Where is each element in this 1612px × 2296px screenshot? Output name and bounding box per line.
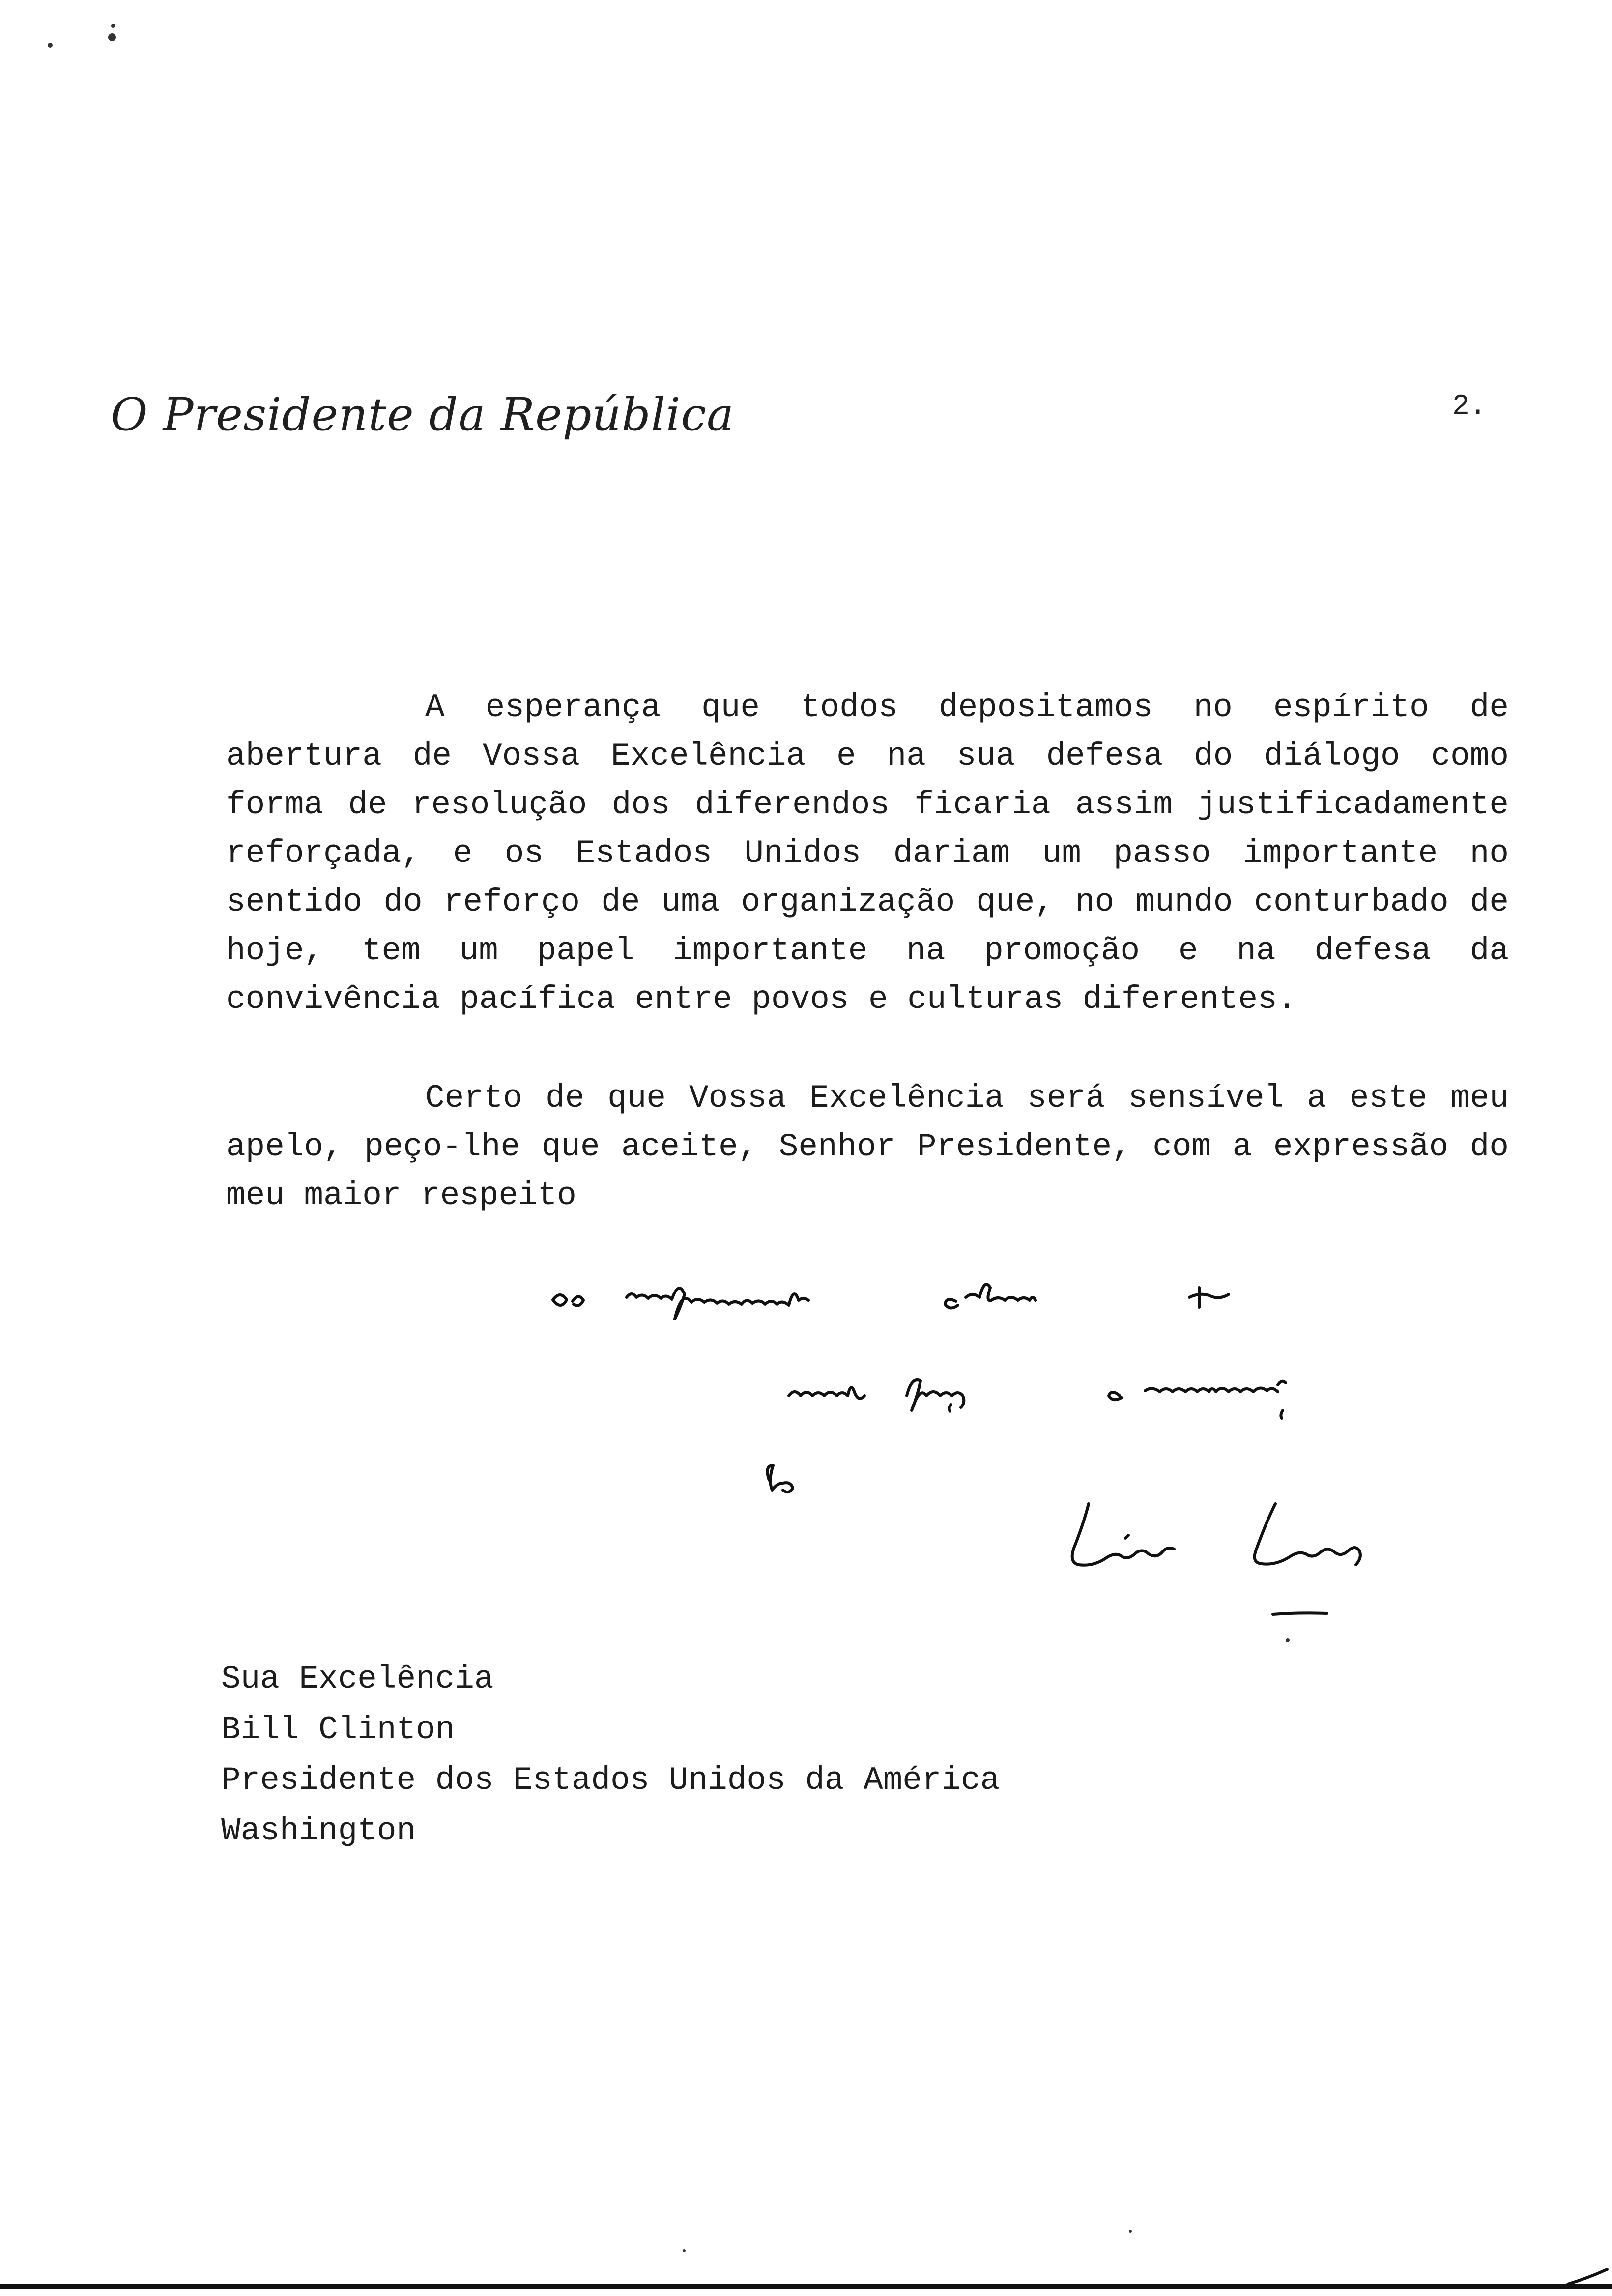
hw-word <box>553 1295 583 1306</box>
handwritten-closing-line-2 <box>789 1380 1286 1418</box>
scan-speck <box>48 43 53 48</box>
scan-speck <box>683 2249 686 2252</box>
body-paragraph-2: Certo de que Vossa Excelência será sensível a este meu apelo, peço-lhe que aceite, Senhor Presidente, com a expressão do meu maior respeito <box>226 1080 1509 1214</box>
recipient-address <box>221 1654 1000 1856</box>
hw-word <box>1145 1381 1286 1418</box>
letterhead-title: O Presidente da República <box>111 388 734 441</box>
hw-word <box>789 1387 864 1398</box>
handwritten-closing <box>553 1284 1229 1319</box>
body-paragraph-1: A esperança que todos depositamos no espírito de abertura de Vossa Excelência e na sua defesa do diálogo como forma de resolução dos diferendos ficaria assim justificadamente reforçada, e os Estados Unidos dariam um passo importante no sentido do reforço de uma organização que, no mundo conturbado de hoje, tem um papel importante na promoção e na defesa da convivência pacífica entre povos e culturas diferentes. <box>226 689 1509 1018</box>
signature <box>1072 1504 1360 1642</box>
scan-mark <box>1568 2269 1607 2284</box>
hw-word <box>1109 1392 1122 1400</box>
scan-speck <box>1129 2230 1132 2233</box>
scan-speck <box>108 33 116 41</box>
hw-word <box>907 1380 964 1411</box>
hw-word <box>945 1284 1036 1308</box>
recipient-line-3: Presidente dos Estados Unidos da América <box>221 1762 1000 1799</box>
signature-stroke <box>1255 1504 1360 1565</box>
recipient-line-2: Bill Clinton <box>221 1711 455 1748</box>
signature-stroke <box>1072 1504 1174 1565</box>
scan-speck <box>111 24 115 28</box>
bottom-scan-edge <box>0 2284 1612 2289</box>
signature-underline <box>1273 1613 1327 1614</box>
hw-word <box>1189 1288 1229 1307</box>
page-number: 2. <box>1452 391 1487 423</box>
recipient-line-1: Sua Excelência <box>221 1661 494 1697</box>
recipient-line-4: Washington <box>221 1812 416 1849</box>
scan-speck <box>1286 1638 1290 1642</box>
hw-word <box>627 1288 808 1319</box>
hw-word-do <box>767 1465 793 1492</box>
